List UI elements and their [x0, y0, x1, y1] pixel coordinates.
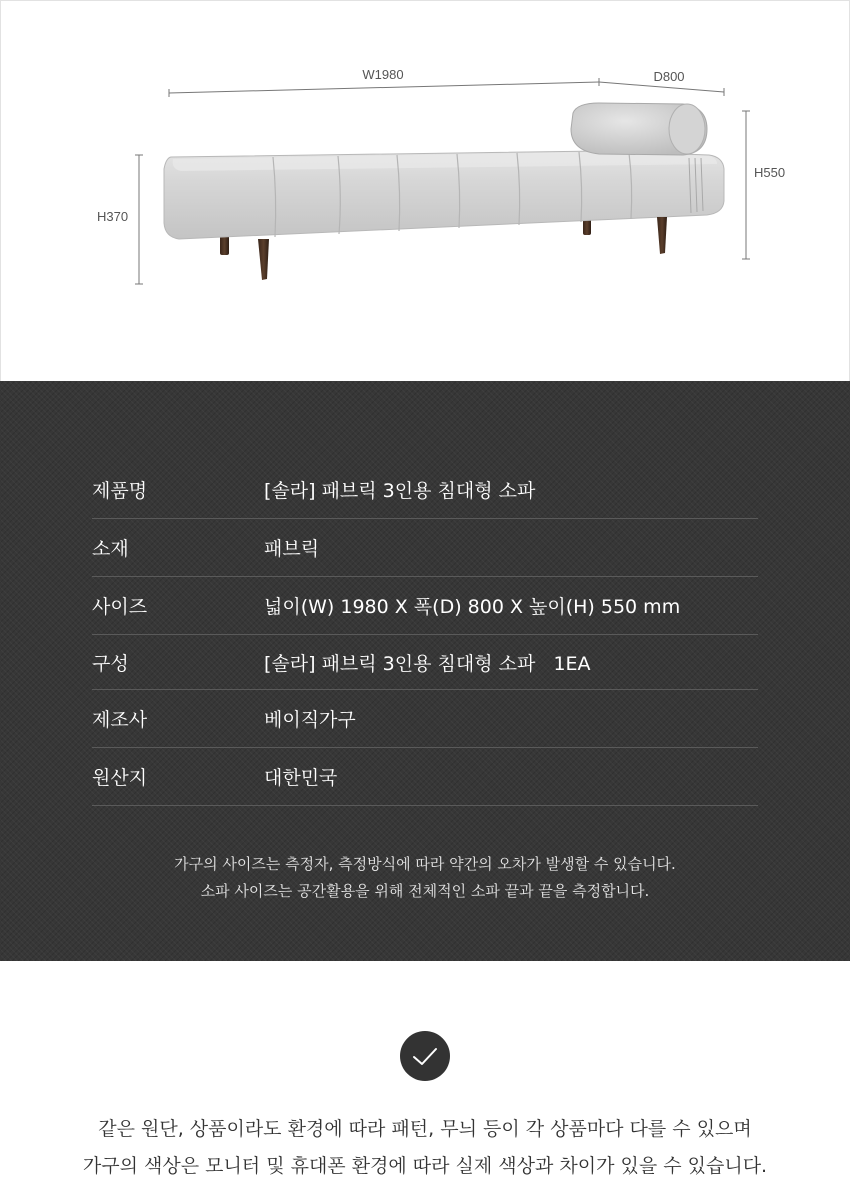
spec-note: 가구의 사이즈는 측정자, 측정방식에 따라 약간의 오차가 발생할 수 있습니다. [174, 855, 676, 873]
spec-label: 구성 [92, 652, 129, 675]
spec-label: 제품명 [92, 480, 148, 502]
spec-label: 소재 [92, 538, 129, 560]
spec-section [0, 381, 850, 961]
spec-note: 소파 사이즈는 공간활용을 위해 전체적인 소파 끝과 끝을 측정합니다. [200, 882, 650, 900]
spec-label: 제조사 [92, 709, 148, 731]
spec-value: 넓이(W) 1980 X 폭(D) 800 X 높이(H) 550 mm [264, 596, 681, 618]
check-icon [400, 1031, 450, 1081]
spec-row-composition [92, 635, 758, 690]
color-notice-section [0, 961, 850, 1177]
spec-value: 베이직가구 [264, 709, 356, 731]
spec-label: 원산지 [92, 767, 148, 789]
spec-row-material [92, 519, 758, 577]
spec-table [92, 461, 758, 806]
front-leg [258, 239, 269, 280]
spec-row-size [92, 577, 758, 635]
depth-label: D800 [653, 69, 685, 84]
notice-line: 같은 원단, 상품이라도 환경에 따라 패턴, 무늬 등이 각 상품마다 다를 수 있으며 [98, 1118, 752, 1140]
notice-text [0, 1111, 850, 1177]
front-leg [657, 217, 667, 254]
product-image-section [0, 0, 850, 381]
notice-line: 가구의 색상은 모니터 및 휴대폰 환경에 따라 실제 색상과 차이가 있을 수 있습니다. [82, 1155, 768, 1177]
spec-label: 사이즈 [92, 596, 148, 618]
sofa-illustration [1, 1, 850, 382]
spec-row-manufacturer [92, 690, 758, 748]
spec-value: [솔라] 패브릭 3인용 침대형 소파 1EA [264, 652, 591, 675]
spec-value: 대한민국 [264, 767, 338, 789]
seat-height-label: H370 [97, 209, 129, 224]
spec-row-origin [92, 748, 758, 806]
spec-value: [솔라] 패브릭 3인용 침대형 소파 [264, 480, 536, 502]
spec-row-product-name [92, 461, 758, 519]
height-label: H550 [754, 165, 786, 180]
spec-value: 패브릭 [264, 538, 320, 560]
width-label: W1980 [362, 67, 404, 82]
bolster-end [669, 104, 705, 154]
spec-notes [0, 851, 850, 905]
